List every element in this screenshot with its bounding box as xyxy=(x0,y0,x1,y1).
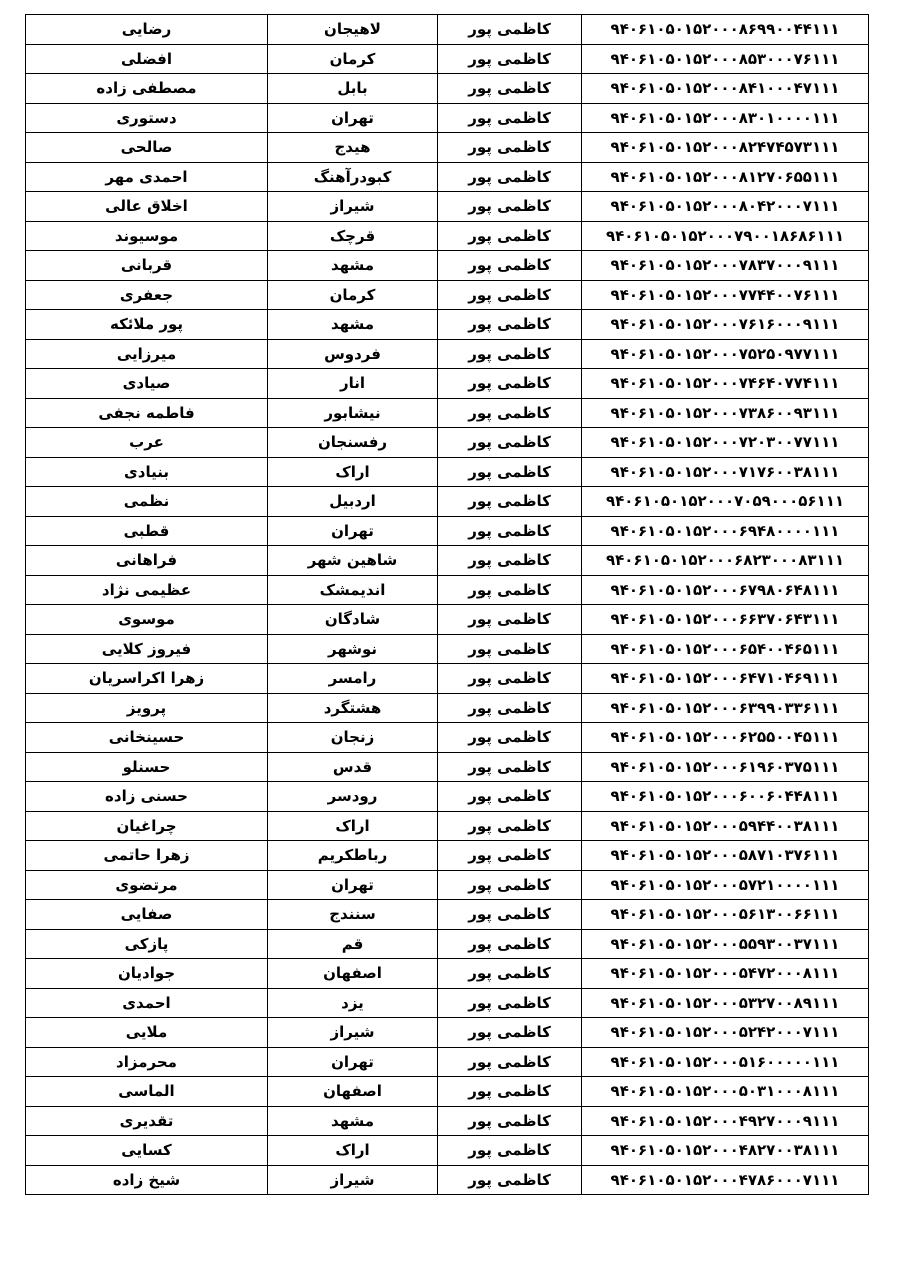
city-cell: اراک xyxy=(268,811,438,841)
city-cell: اردبیل xyxy=(268,487,438,517)
surname-cell: کاظمی پور xyxy=(438,870,582,900)
account-number-cell: ۹۴۰۶۱۰۵۰۱۵۲۰۰۰۷۸۳۷۰۰۰۹۱۱۱ xyxy=(582,251,869,281)
surname-cell: کاظمی پور xyxy=(438,959,582,989)
account-number-cell: ۹۴۰۶۱۰۵۰۱۵۲۰۰۰۶۱۹۶۰۳۷۵۱۱۱ xyxy=(582,752,869,782)
city-cell: اراک xyxy=(268,1136,438,1166)
city-cell: مشهد xyxy=(268,251,438,281)
family-name-cell: قطبی xyxy=(26,516,268,546)
account-number-cell: ۹۴۰۶۱۰۵۰۱۵۲۰۰۰۸۶۹۹۰۰۴۴۱۱۱ xyxy=(582,15,869,45)
table-row xyxy=(26,398,869,428)
surname-cell: کاظمی پور xyxy=(438,575,582,605)
table-row xyxy=(26,841,869,871)
surname-cell: کاظمی پور xyxy=(438,162,582,192)
city-cell: قدس xyxy=(268,752,438,782)
family-name-cell: الماسی xyxy=(26,1077,268,1107)
family-name-cell: فاطمه نجفی xyxy=(26,398,268,428)
account-number-cell: ۹۴۰۶۱۰۵۰۱۵۲۰۰۰۷۹۰۰۱۸۶۸۶۱۱۱ xyxy=(582,221,869,251)
city-cell: شیراز xyxy=(268,1018,438,1048)
surname-cell: کاظمی پور xyxy=(438,782,582,812)
surname-cell: کاظمی پور xyxy=(438,664,582,694)
table-row xyxy=(26,221,869,251)
family-name-cell: صیادی xyxy=(26,369,268,399)
account-number-cell: ۹۴۰۶۱۰۵۰۱۵۲۰۰۰۵۹۴۴۰۰۳۸۱۱۱ xyxy=(582,811,869,841)
account-number-cell: ۹۴۰۶۱۰۵۰۱۵۲۰۰۰۴۹۲۷۰۰۰۹۱۱۱ xyxy=(582,1106,869,1136)
family-name-cell: افضلی xyxy=(26,44,268,74)
family-name-cell: زهرا حاتمی xyxy=(26,841,268,871)
account-number-cell: ۹۴۰۶۱۰۵۰۱۵۲۰۰۰۴۸۲۷۰۰۳۸۱۱۱ xyxy=(582,1136,869,1166)
table-row xyxy=(26,634,869,664)
account-number-cell: ۹۴۰۶۱۰۵۰۱۵۲۰۰۰۶۰۰۶۰۴۴۸۱۱۱ xyxy=(582,782,869,812)
table-row xyxy=(26,457,869,487)
surname-cell: کاظمی پور xyxy=(438,693,582,723)
table-row xyxy=(26,251,869,281)
city-cell: هشتگرد xyxy=(268,693,438,723)
surname-cell: کاظمی پور xyxy=(438,900,582,930)
table-row xyxy=(26,1047,869,1077)
table-row xyxy=(26,310,869,340)
city-cell: رودسر xyxy=(268,782,438,812)
table-row xyxy=(26,693,869,723)
city-cell: شادگان xyxy=(268,605,438,635)
city-cell: انار xyxy=(268,369,438,399)
account-number-cell: ۹۴۰۶۱۰۵۰۱۵۲۰۰۰۶۲۵۵۰۰۴۵۱۱۱ xyxy=(582,723,869,753)
table-row xyxy=(26,870,869,900)
family-name-cell: بنیادی xyxy=(26,457,268,487)
table-row xyxy=(26,782,869,812)
account-number-cell: ۹۴۰۶۱۰۵۰۱۵۲۰۰۰۵۸۷۱۰۳۷۶۱۱۱ xyxy=(582,841,869,871)
table-row xyxy=(26,1165,869,1195)
account-number-cell: ۹۴۰۶۱۰۵۰۱۵۲۰۰۰۸۳۰۱۰۰۰۰۱۱۱ xyxy=(582,103,869,133)
family-name-cell: پور ملائکه xyxy=(26,310,268,340)
table-row xyxy=(26,575,869,605)
surname-cell: کاظمی پور xyxy=(438,1106,582,1136)
records-table xyxy=(25,14,869,1195)
surname-cell: کاظمی پور xyxy=(438,634,582,664)
table-row xyxy=(26,369,869,399)
table-row xyxy=(26,988,869,1018)
table-row xyxy=(26,723,869,753)
city-cell: اصفهان xyxy=(268,959,438,989)
records-table-body xyxy=(26,15,869,1195)
surname-cell: کاظمی پور xyxy=(438,103,582,133)
account-number-cell: ۹۴۰۶۱۰۵۰۱۵۲۰۰۰۵۷۲۱۰۰۰۰۱۱۱ xyxy=(582,870,869,900)
family-name-cell: جعفری xyxy=(26,280,268,310)
account-number-cell: ۹۴۰۶۱۰۵۰۱۵۲۰۰۰۸۲۴۷۴۵۷۳۱۱۱ xyxy=(582,133,869,163)
account-number-cell: ۹۴۰۶۱۰۵۰۱۵۲۰۰۰۵۵۹۳۰۰۳۷۱۱۱ xyxy=(582,929,869,959)
city-cell: تهران xyxy=(268,103,438,133)
surname-cell: کاظمی پور xyxy=(438,988,582,1018)
surname-cell: کاظمی پور xyxy=(438,546,582,576)
table-row xyxy=(26,133,869,163)
city-cell: رفسنجان xyxy=(268,428,438,458)
table-row xyxy=(26,103,869,133)
family-name-cell: تقدیری xyxy=(26,1106,268,1136)
city-cell: فردوس xyxy=(268,339,438,369)
account-number-cell: ۹۴۰۶۱۰۵۰۱۵۲۰۰۰۶۷۹۸۰۶۴۸۱۱۱ xyxy=(582,575,869,605)
family-name-cell: چراغیان xyxy=(26,811,268,841)
surname-cell: کاظمی پور xyxy=(438,192,582,222)
surname-cell: کاظمی پور xyxy=(438,251,582,281)
city-cell: مشهد xyxy=(268,1106,438,1136)
table-row xyxy=(26,428,869,458)
table-row xyxy=(26,605,869,635)
table-row xyxy=(26,516,869,546)
table-row xyxy=(26,1106,869,1136)
family-name-cell: حسینخانی xyxy=(26,723,268,753)
family-name-cell: احمدی xyxy=(26,988,268,1018)
family-name-cell: دستوری xyxy=(26,103,268,133)
table-row xyxy=(26,900,869,930)
family-name-cell: پرویز xyxy=(26,693,268,723)
family-name-cell: حسنی زاده xyxy=(26,782,268,812)
family-name-cell: رضایی xyxy=(26,15,268,45)
table-row xyxy=(26,162,869,192)
city-cell: رباطکریم xyxy=(268,841,438,871)
table-row xyxy=(26,15,869,45)
city-cell: اراک xyxy=(268,457,438,487)
account-number-cell: ۹۴۰۶۱۰۵۰۱۵۲۰۰۰۶۵۴۰۰۴۶۵۱۱۱ xyxy=(582,634,869,664)
family-name-cell: مرتضوی xyxy=(26,870,268,900)
account-number-cell: ۹۴۰۶۱۰۵۰۱۵۲۰۰۰۷۷۴۴۰۰۷۶۱۱۱ xyxy=(582,280,869,310)
account-number-cell: ۹۴۰۶۱۰۵۰۱۵۲۰۰۰۵۲۴۲۰۰۰۷۱۱۱ xyxy=(582,1018,869,1048)
city-cell: اندیمشک xyxy=(268,575,438,605)
family-name-cell: حسنلو xyxy=(26,752,268,782)
family-name-cell: پازکی xyxy=(26,929,268,959)
account-number-cell: ۹۴۰۶۱۰۵۰۱۵۲۰۰۰۷۱۷۶۰۰۳۸۱۱۱ xyxy=(582,457,869,487)
city-cell: نیشابور xyxy=(268,398,438,428)
account-number-cell: ۹۴۰۶۱۰۵۰۱۵۲۰۰۰۷۵۲۵۰۹۷۷۱۱۱ xyxy=(582,339,869,369)
account-number-cell: ۹۴۰۶۱۰۵۰۱۵۲۰۰۰۵۶۱۳۰۰۶۶۱۱۱ xyxy=(582,900,869,930)
city-cell: لاهیجان xyxy=(268,15,438,45)
table-row xyxy=(26,1136,869,1166)
city-cell: رامسر xyxy=(268,664,438,694)
account-number-cell: ۹۴۰۶۱۰۵۰۱۵۲۰۰۰۷۴۶۴۰۷۷۴۱۱۱ xyxy=(582,369,869,399)
surname-cell: کاظمی پور xyxy=(438,605,582,635)
city-cell: سنندج xyxy=(268,900,438,930)
city-cell: اصفهان xyxy=(268,1077,438,1107)
surname-cell: کاظمی پور xyxy=(438,841,582,871)
city-cell: قم xyxy=(268,929,438,959)
city-cell: هیدج xyxy=(268,133,438,163)
city-cell: تهران xyxy=(268,870,438,900)
family-name-cell: عرب xyxy=(26,428,268,458)
family-name-cell: نظمی xyxy=(26,487,268,517)
surname-cell: کاظمی پور xyxy=(438,752,582,782)
table-row xyxy=(26,752,869,782)
city-cell: کرمان xyxy=(268,44,438,74)
surname-cell: کاظمی پور xyxy=(438,74,582,104)
surname-cell: کاظمی پور xyxy=(438,398,582,428)
family-name-cell: زهرا اکراسریان xyxy=(26,664,268,694)
table-row xyxy=(26,1018,869,1048)
surname-cell: کاظمی پور xyxy=(438,15,582,45)
city-cell: یزد xyxy=(268,988,438,1018)
family-name-cell: اخلاق عالی xyxy=(26,192,268,222)
table-row xyxy=(26,811,869,841)
family-name-cell: احمدی مهر xyxy=(26,162,268,192)
city-cell: تهران xyxy=(268,1047,438,1077)
account-number-cell: ۹۴۰۶۱۰۵۰۱۵۲۰۰۰۷۶۱۶۰۰۰۹۱۱۱ xyxy=(582,310,869,340)
city-cell: بابل xyxy=(268,74,438,104)
surname-cell: کاظمی پور xyxy=(438,221,582,251)
city-cell: تهران xyxy=(268,516,438,546)
account-number-cell: ۹۴۰۶۱۰۵۰۱۵۲۰۰۰۸۱۲۷۰۶۵۵۱۱۱ xyxy=(582,162,869,192)
surname-cell: کاظمی پور xyxy=(438,1047,582,1077)
account-number-cell: ۹۴۰۶۱۰۵۰۱۵۲۰۰۰۴۷۸۶۰۰۰۷۱۱۱ xyxy=(582,1165,869,1195)
city-cell: نوشهر xyxy=(268,634,438,664)
account-number-cell: ۹۴۰۶۱۰۵۰۱۵۲۰۰۰۶۶۳۷۰۶۴۳۱۱۱ xyxy=(582,605,869,635)
table-row xyxy=(26,487,869,517)
surname-cell: کاظمی پور xyxy=(438,811,582,841)
surname-cell: کاظمی پور xyxy=(438,133,582,163)
table-row xyxy=(26,664,869,694)
family-name-cell: کسایی xyxy=(26,1136,268,1166)
city-cell: قرچک xyxy=(268,221,438,251)
account-number-cell: ۹۴۰۶۱۰۵۰۱۵۲۰۰۰۷۳۸۶۰۰۹۳۱۱۱ xyxy=(582,398,869,428)
account-number-cell: ۹۴۰۶۱۰۵۰۱۵۲۰۰۰۵۳۲۷۰۰۸۹۱۱۱ xyxy=(582,988,869,1018)
surname-cell: کاظمی پور xyxy=(438,1018,582,1048)
surname-cell: کاظمی پور xyxy=(438,929,582,959)
surname-cell: کاظمی پور xyxy=(438,428,582,458)
account-number-cell: ۹۴۰۶۱۰۵۰۱۵۲۰۰۰۶۹۴۸۰۰۰۰۱۱۱ xyxy=(582,516,869,546)
surname-cell: کاظمی پور xyxy=(438,310,582,340)
family-name-cell: محرمزاد xyxy=(26,1047,268,1077)
city-cell: مشهد xyxy=(268,310,438,340)
account-number-cell: ۹۴۰۶۱۰۵۰۱۵۲۰۰۰۸۵۳۰۰۰۷۶۱۱۱ xyxy=(582,44,869,74)
table-row xyxy=(26,192,869,222)
family-name-cell: شیخ زاده xyxy=(26,1165,268,1195)
table-row xyxy=(26,1077,869,1107)
city-cell: شیراز xyxy=(268,1165,438,1195)
family-name-cell: قربانی xyxy=(26,251,268,281)
city-cell: کرمان xyxy=(268,280,438,310)
surname-cell: کاظمی پور xyxy=(438,369,582,399)
table-row xyxy=(26,959,869,989)
account-number-cell: ۹۴۰۶۱۰۵۰۱۵۲۰۰۰۸۰۴۲۰۰۰۷۱۱۱ xyxy=(582,192,869,222)
family-name-cell: ملایی xyxy=(26,1018,268,1048)
family-name-cell: فراهانی xyxy=(26,546,268,576)
account-number-cell: ۹۴۰۶۱۰۵۰۱۵۲۰۰۰۶۳۹۹۰۳۳۶۱۱۱ xyxy=(582,693,869,723)
surname-cell: کاظمی پور xyxy=(438,457,582,487)
family-name-cell: فیروز کلایی xyxy=(26,634,268,664)
account-number-cell: ۹۴۰۶۱۰۵۰۱۵۲۰۰۰۵۴۷۲۰۰۰۸۱۱۱ xyxy=(582,959,869,989)
surname-cell: کاظمی پور xyxy=(438,1136,582,1166)
surname-cell: کاظمی پور xyxy=(438,1165,582,1195)
city-cell: شیراز xyxy=(268,192,438,222)
account-number-cell: ۹۴۰۶۱۰۵۰۱۵۲۰۰۰۷۲۰۳۰۰۷۷۱۱۱ xyxy=(582,428,869,458)
surname-cell: کاظمی پور xyxy=(438,516,582,546)
city-cell: زنجان xyxy=(268,723,438,753)
account-number-cell: ۹۴۰۶۱۰۵۰۱۵۲۰۰۰۶۴۷۱۰۴۶۹۱۱۱ xyxy=(582,664,869,694)
table-row xyxy=(26,280,869,310)
table-row xyxy=(26,44,869,74)
account-number-cell: ۹۴۰۶۱۰۵۰۱۵۲۰۰۰۸۴۱۰۰۰۴۷۱۱۱ xyxy=(582,74,869,104)
table-row xyxy=(26,339,869,369)
account-number-cell: ۹۴۰۶۱۰۵۰۱۵۲۰۰۰۵۰۳۱۰۰۰۸۱۱۱ xyxy=(582,1077,869,1107)
table-row xyxy=(26,929,869,959)
document-sheet xyxy=(25,14,868,1195)
surname-cell: کاظمی پور xyxy=(438,723,582,753)
account-number-cell: ۹۴۰۶۱۰۵۰۱۵۲۰۰۰۷۰۵۹۰۰۰۵۶۱۱۱ xyxy=(582,487,869,517)
family-name-cell: میرزایی xyxy=(26,339,268,369)
city-cell: کبودرآهنگ xyxy=(268,162,438,192)
family-name-cell: جوادیان xyxy=(26,959,268,989)
surname-cell: کاظمی پور xyxy=(438,280,582,310)
table-row xyxy=(26,74,869,104)
account-number-cell: ۹۴۰۶۱۰۵۰۱۵۲۰۰۰۶۸۲۳۰۰۰۸۳۱۱۱ xyxy=(582,546,869,576)
family-name-cell: صالحی xyxy=(26,133,268,163)
city-cell: شاهین شهر xyxy=(268,546,438,576)
family-name-cell: عظیمی نژاد xyxy=(26,575,268,605)
account-number-cell: ۹۴۰۶۱۰۵۰۱۵۲۰۰۰۵۱۶۰۰۰۰۰۱۱۱ xyxy=(582,1047,869,1077)
table-row xyxy=(26,546,869,576)
surname-cell: کاظمی پور xyxy=(438,487,582,517)
family-name-cell: موسیوند xyxy=(26,221,268,251)
family-name-cell: مصطفی زاده xyxy=(26,74,268,104)
surname-cell: کاظمی پور xyxy=(438,44,582,74)
family-name-cell: موسوی xyxy=(26,605,268,635)
surname-cell: کاظمی پور xyxy=(438,339,582,369)
family-name-cell: صفایی xyxy=(26,900,268,930)
surname-cell: کاظمی پور xyxy=(438,1077,582,1107)
